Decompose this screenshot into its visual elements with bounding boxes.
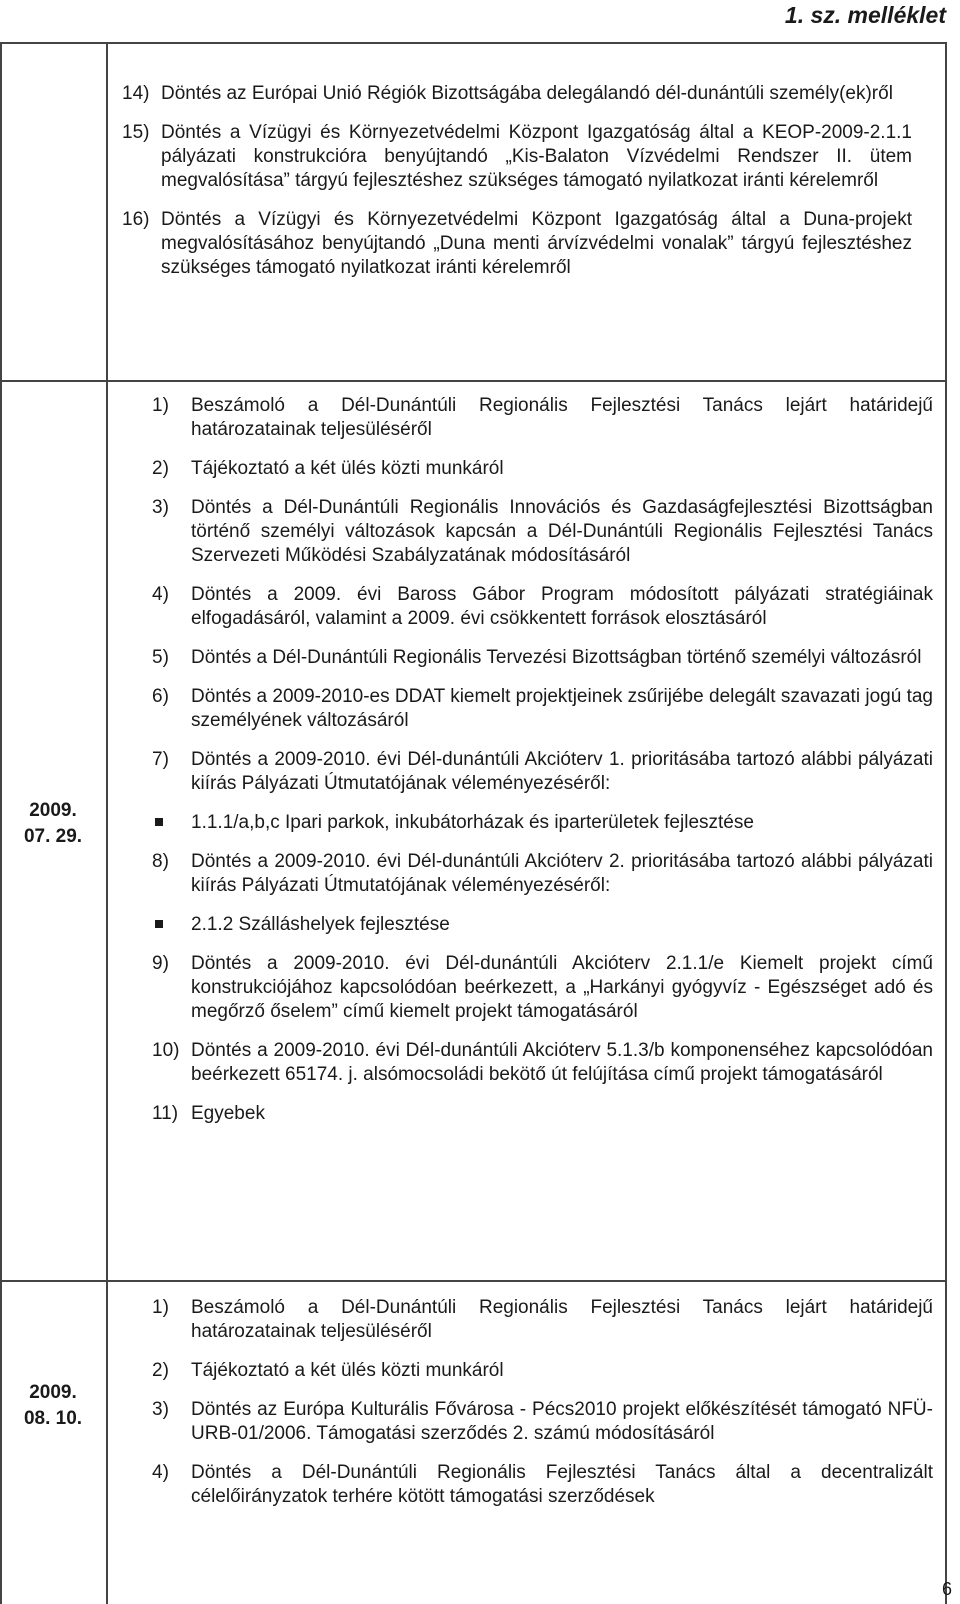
bullet-text: 2.1.2 Szálláshelyek fejlesztése bbox=[191, 914, 450, 935]
item-number: 7) bbox=[152, 749, 169, 770]
agenda-table bbox=[0, 42, 960, 1604]
square-bullet-icon bbox=[155, 818, 163, 826]
item-number: 3) bbox=[152, 1399, 169, 1420]
table-row bbox=[0, 42, 947, 380]
agenda-item bbox=[122, 121, 912, 193]
agenda-items bbox=[122, 82, 912, 295]
item-text: Döntés a Dél-Dunántúli Regionális Tervezési Bizottságban történő személyi változásról bbox=[191, 647, 922, 668]
item-number: 9) bbox=[152, 953, 169, 974]
item-text: Tájékoztató a két ülés közti munkáról bbox=[191, 458, 504, 479]
item-text: Döntés a Vízügyi és Környezetvédelmi Központ Igazgatóság által a Duna-projekt megvalósításához benyújtandó „Duna menti árvízvédelmi vonalak” tárgyú fejlesztéshez szükséges támogató nyilatkozat iránti kérelemről bbox=[161, 209, 912, 278]
agenda-item bbox=[118, 1296, 933, 1344]
item-number: 4) bbox=[152, 1462, 169, 1483]
agenda-item bbox=[118, 496, 933, 568]
agenda-item bbox=[118, 685, 933, 733]
page-header-title: 1. sz. melléklet bbox=[784, 2, 946, 28]
agenda-item bbox=[118, 394, 933, 442]
bullet-item bbox=[118, 811, 933, 835]
agenda-item bbox=[118, 1461, 933, 1509]
item-number: 6) bbox=[152, 686, 169, 707]
agenda-item bbox=[118, 583, 933, 631]
item-number: 11) bbox=[152, 1103, 179, 1124]
agenda-item bbox=[122, 208, 912, 280]
item-number: 2) bbox=[152, 458, 169, 479]
item-text: Döntés a 2009-2010. évi Dél-dunántúli Akcióterv 5.1.3/b komponenséhez kapcsolódóan beérkezett 65174. j. alsómocsoládi bekötő út felújítása című projekt támogatásáról bbox=[191, 1040, 933, 1085]
agenda-item bbox=[118, 748, 933, 796]
agenda-item bbox=[118, 457, 933, 481]
agenda-item bbox=[118, 850, 933, 898]
agenda-item bbox=[118, 1359, 933, 1383]
item-text: Döntés a 2009. évi Baross Gábor Program módosított pályázati stratégiáinak elfogadásáról, valamint a 2009. évi csökkentett források elosztásáról bbox=[191, 584, 933, 629]
date-day: 07. 29. bbox=[23, 826, 83, 847]
agenda-items bbox=[118, 394, 933, 1141]
item-text: Döntés a 2009-2010. évi Dél-dunántúli Akcióterv 2.1.1/e Kiemelt projekt című konstrukciójához kapcsolódóan beérkezett, a „Harkányi gyógyvíz - Egészséget adó és megőrző őselem” című kiemelt projekt támogatásáról bbox=[191, 953, 933, 1022]
agenda-item bbox=[122, 82, 912, 106]
item-text: Döntés az Európa Kulturális Fővárosa - Pécs2010 projekt előkészítését támogató NFÜ- URB-01/2006. Támogatási szerződés 2. számú módosításáról bbox=[191, 1399, 933, 1444]
agenda-items bbox=[118, 1296, 933, 1524]
item-number: 14) bbox=[122, 83, 150, 104]
bullet-item bbox=[118, 913, 933, 937]
item-text: Döntés az Európai Unió Régiók Bizottságába delegálandó dél-dunántúli személy(ek)ről bbox=[161, 83, 893, 104]
agenda-item bbox=[118, 1102, 933, 1126]
agenda-item bbox=[118, 1398, 933, 1446]
date-day: 08. 10. bbox=[23, 1408, 83, 1429]
meeting-date bbox=[0, 1380, 106, 1432]
item-text: Döntés a 2009-2010. évi Dél-dunántúli Akcióterv 1. prioritásába tartozó alábbi pályázati kiírás Pályázati Útmutatójának véleményezéséről: bbox=[191, 749, 933, 794]
item-number: 4) bbox=[152, 584, 169, 605]
item-number: 1) bbox=[152, 395, 169, 416]
date-year: 2009. bbox=[29, 1382, 77, 1403]
agenda-item bbox=[118, 646, 933, 670]
item-number: 1) bbox=[152, 1297, 169, 1318]
date-year: 2009. bbox=[29, 800, 77, 821]
item-text: Tájékoztató a két ülés közti munkáról bbox=[191, 1360, 504, 1381]
item-number: 15) bbox=[122, 122, 150, 143]
item-text: Döntés a 2009-2010. évi Dél-dunántúli Akcióterv 2. prioritásába tartozó alábbi pályázati kiírás Pályázati Útmutatójának véleményezéséről: bbox=[191, 851, 933, 896]
agenda-item bbox=[118, 952, 933, 1024]
item-text: Döntés a 2009-2010-es DDAT kiemelt projektjeinek zsűrijébe delegált szavazati jogú tag személyének változásáról bbox=[191, 686, 933, 731]
item-text: Döntés a Dél-Dunántúli Regionális Fejlesztési Tanács által a decentralizált célelőirányzatok terhére kötött támogatási szerződések bbox=[191, 1462, 933, 1507]
item-text: Döntés a Dél-Dunántúli Regionális Innovációs és Gazdaságfejlesztési Bizottságban történő személyi változások kapcsán a Dél-Dunántúli Regionális Fejlesztési Tanács Szervezeti Működési Szabályzatának módosításáról bbox=[191, 497, 933, 566]
table-row bbox=[0, 382, 947, 1280]
item-text: Beszámoló a Dél-Dunántúli Regionális Fejlesztési Tanács lejárt határidejű határozatainak teljesüléséről bbox=[191, 1297, 933, 1342]
agenda-item bbox=[118, 1039, 933, 1087]
item-number: 5) bbox=[152, 647, 169, 668]
square-bullet-icon bbox=[155, 920, 163, 928]
item-text: Döntés a Vízügyi és Környezetvédelmi Központ Igazgatóság által a KEOP-2009-2.1.1 pályázati konstrukcióra benyújtandó „Kis-Balaton Vízvédelmi Rendszer II. ütem megvalósítása” tárgyú fejlesztéshez szükséges támogató nyilatkozat iránti kérelemről bbox=[161, 122, 912, 191]
item-number: 10) bbox=[152, 1040, 180, 1061]
item-number: 16) bbox=[122, 209, 150, 230]
item-number: 3) bbox=[152, 497, 169, 518]
item-number: 8) bbox=[152, 851, 169, 872]
table-row bbox=[0, 1282, 947, 1604]
item-number: 2) bbox=[152, 1360, 169, 1381]
page-number: 6 bbox=[941, 1579, 952, 1599]
item-text: Beszámoló a Dél-Dunántúli Regionális Fejlesztési Tanács lejárt határidejű határozatainak teljesüléséről bbox=[191, 395, 933, 440]
bullet-text: 1.1.1/a,b,c Ipari parkok, inkubátorházak és iparterületek fejlesztése bbox=[191, 812, 754, 833]
meeting-date bbox=[0, 798, 106, 850]
item-text: Egyebek bbox=[191, 1103, 265, 1124]
